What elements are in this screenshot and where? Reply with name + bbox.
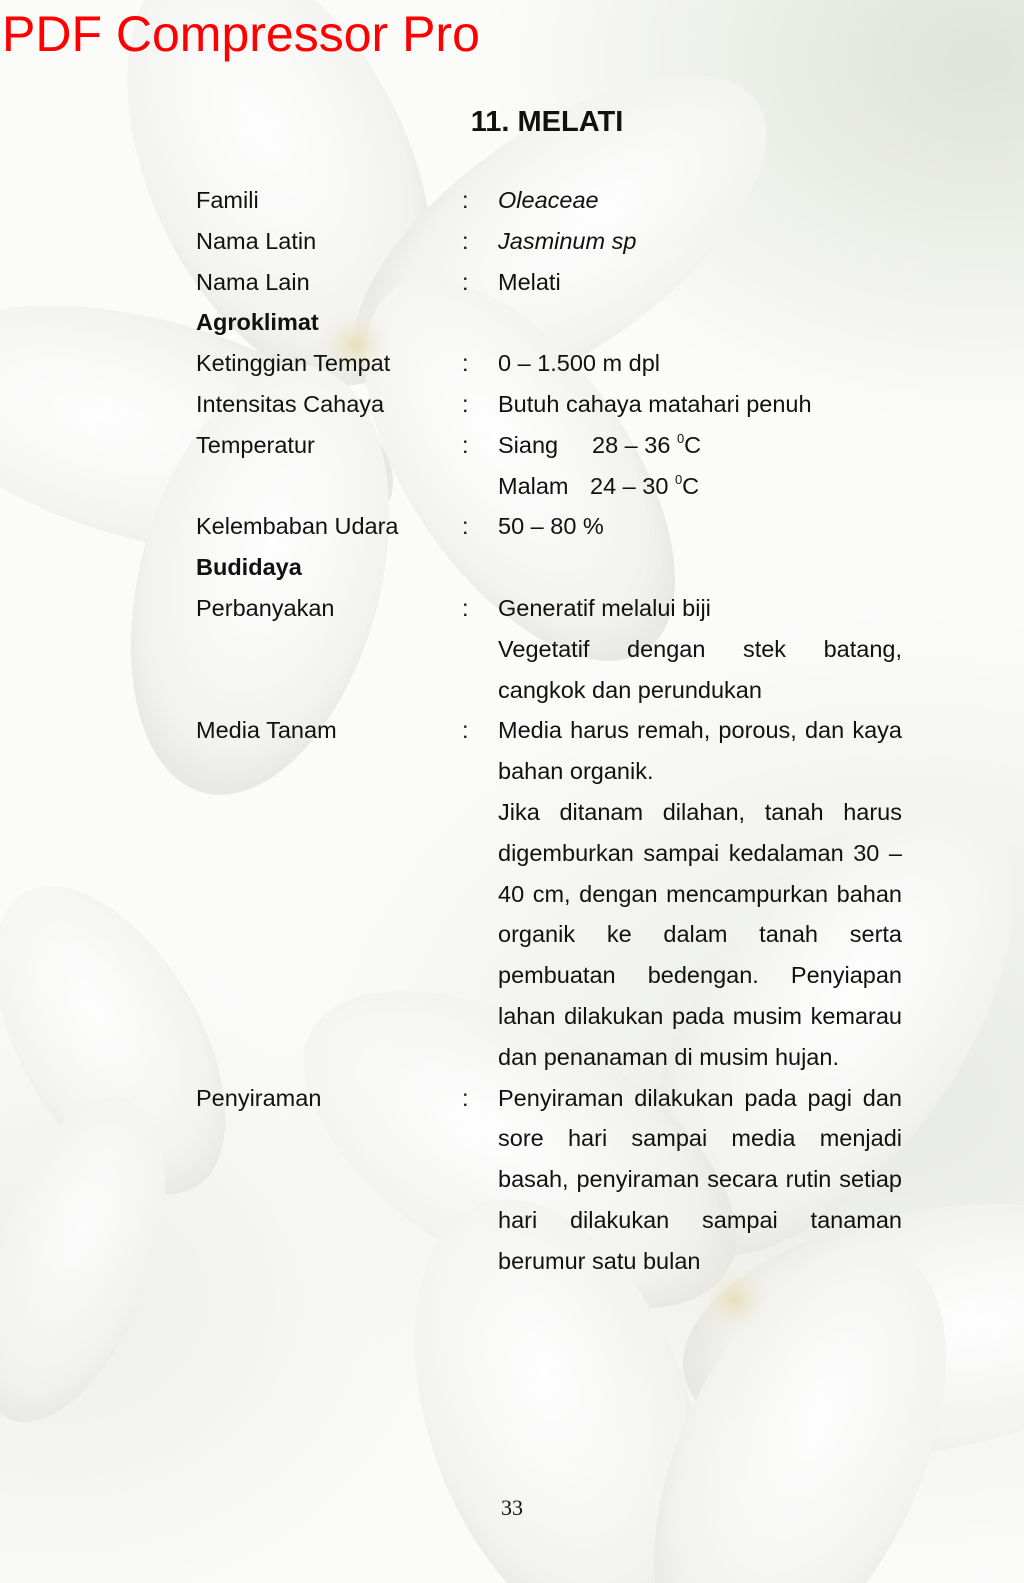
temperatur-malam (498, 466, 902, 507)
malam-range: 24 – 30 (590, 472, 669, 499)
penyiraman-label: Penyiraman (196, 1084, 322, 1111)
row-intensitas-cahaya (196, 384, 902, 425)
ketinggian-label: Ketinggian Tempat (196, 350, 391, 377)
agroklimat-heading: Agroklimat (196, 309, 319, 336)
perbanyakan-value (498, 588, 902, 710)
celsius-unit: C (684, 431, 702, 458)
perbanyakan-label: Perbanyakan (196, 594, 335, 621)
row-nama-lain (196, 262, 902, 303)
budidaya-heading: Budidaya (196, 554, 302, 581)
colon: : (462, 1084, 469, 1111)
celsius-unit: C (682, 472, 700, 499)
colon: : (462, 594, 469, 621)
section-budidaya (196, 547, 902, 588)
colon: : (462, 187, 469, 213)
degree-symbol: 0 (676, 430, 685, 446)
media-tanam-value (498, 710, 902, 1077)
media-tanam-paragraph-2: Jika ditanam dilahan, tanah harus digemburkan sampai kedalaman 30 – 40 cm, dengan mencampurkan bahan organik ke dalam tanah serta pembuatan bedengan. Penyiapan lahan dilakukan pada musim kemarau dan penanaman di musim hujan. (498, 798, 902, 1070)
intensitas-label: Intensitas Cahaya (196, 390, 385, 417)
colon: : (462, 390, 469, 417)
row-famili (196, 180, 902, 221)
nama-latin-value: Jasminum sp (498, 227, 637, 254)
colon: : (462, 513, 469, 540)
famili-label: Famili (196, 187, 259, 213)
temperatur-label: Temperatur (196, 431, 315, 458)
malam-label: Malam (498, 472, 569, 499)
nama-lain-label: Nama Lain (196, 268, 310, 295)
media-tanam-paragraph-1: Media harus remah, porous, dan kaya bahan organik. (498, 717, 902, 785)
intensitas-value: Butuh cahaya matahari penuh (498, 390, 812, 417)
colon: : (462, 227, 469, 254)
row-penyiraman (196, 1078, 902, 1282)
temperatur-value (498, 425, 902, 507)
media-tanam-label: Media Tanam (196, 717, 337, 744)
penyiraman-value: Penyiraman dilakukan pada pagi dan sore hari sampai media menjadi basah, penyiraman secara rutin setiap hari dilakukan sampai tanaman berumur satu bulan (498, 1084, 902, 1274)
famili-value: Oleaceae (498, 187, 599, 213)
colon: : (462, 350, 469, 377)
page-title: 11. MELATI (470, 106, 624, 138)
colon: : (462, 268, 469, 295)
row-ketinggian (196, 343, 902, 384)
row-media-tanam (196, 710, 902, 1077)
kelembaban-label: Kelembaban Udara (196, 513, 399, 540)
section-agroklimat (196, 302, 902, 343)
ketinggian-value: 0 – 1.500 m dpl (498, 350, 660, 377)
colon: : (462, 717, 469, 744)
row-perbanyakan (196, 588, 902, 710)
plant-profile-table (196, 180, 902, 1282)
row-nama-latin (196, 221, 902, 262)
degree-symbol: 0 (674, 471, 683, 487)
row-temperatur (196, 425, 902, 507)
siang-range: 28 – 36 (592, 431, 671, 458)
nama-lain-value: Melati (498, 268, 561, 295)
nama-latin-label: Nama Latin (196, 227, 317, 254)
colon: : (462, 431, 469, 458)
row-kelembaban (196, 506, 902, 547)
siang-label: Siang (498, 431, 559, 458)
kelembaban-value: 50 – 80 % (498, 513, 604, 540)
page-number: 33 (501, 1495, 523, 1520)
temperatur-siang (498, 425, 902, 466)
perbanyakan-vegetatif: Vegetatif dengan stek batang, cangkok dan perundukan (498, 635, 902, 703)
watermark: PDF Compressor Pro (2, 6, 480, 62)
perbanyakan-generatif: Generatif melalui biji (498, 594, 711, 621)
